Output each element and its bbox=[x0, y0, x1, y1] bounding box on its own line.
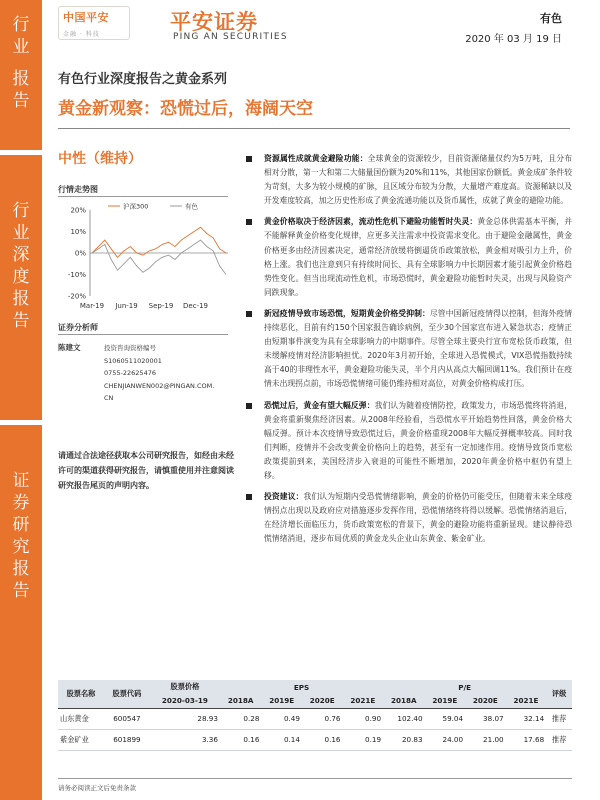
y-tick-label: -10% bbox=[67, 271, 86, 279]
col-year: 2020E bbox=[309, 696, 335, 706]
bullet-heading: 投资建议： bbox=[264, 492, 304, 502]
cell-rating: 推荐 bbox=[546, 708, 572, 729]
cell-pe: 32.14 bbox=[506, 708, 547, 729]
bullet-heading: 新冠疫情导致市场恐慌，短期黄金价格受抑制： bbox=[264, 308, 430, 318]
cell-pe: 20.83 bbox=[383, 729, 424, 750]
legend-label-hs300: 沪深300 bbox=[123, 202, 149, 211]
cell-name: 山东黄金 bbox=[58, 708, 104, 729]
col-eps: EPS bbox=[293, 682, 310, 692]
col-year: 2019E bbox=[432, 696, 458, 706]
bullet-heading: 资源属性成就黄金避险功能： bbox=[264, 154, 368, 163]
cell-rating: 推荐 bbox=[546, 729, 572, 750]
col-year: 2021E bbox=[513, 696, 539, 706]
sidebar-label-industry-report: 行 业 报 告 bbox=[12, 15, 30, 111]
cell-pe: 24.00 bbox=[425, 729, 466, 750]
analyst-qualification: 投资咨询资格编号 bbox=[104, 344, 156, 352]
cell-code: 601899 bbox=[104, 729, 150, 750]
bullet-square-icon bbox=[246, 494, 252, 500]
bullet-body: 黄金总体供需基本平衡，并不能解释黄金价格变化规律，应更多关注需求中投资需求变化。由于避险金融属性，黄金价格更多由经济因素决定，通常经济放缓将倒逼货币政策放松，黄金相对吸引力上升，价格上涨。我们也注意到只有持续时间长、具有全球影响力中长期因素才能引起黄金价格趋势性变化。但当出现流动性危机，市场恐慌时，黄金避险功能暂时失灵，出现与风险资产同跌现象。 bbox=[264, 217, 573, 297]
cell-eps: 0.76 bbox=[302, 708, 343, 729]
rating-badge: 中性（维持） bbox=[58, 151, 142, 167]
sidebar-separator bbox=[0, 420, 42, 425]
bullet-heading: 黄金价格取决于经济因素，流动性危机下避险功能暂时失灵： bbox=[264, 217, 478, 227]
brand-name-en: PING AN SECURITIES bbox=[173, 32, 288, 42]
report-date: 2020 年 03 月 19 日 bbox=[465, 34, 562, 45]
sidebar-label-deep-report: 行 业 深 度 报 告 bbox=[12, 201, 30, 331]
cell-pe: 102.40 bbox=[383, 708, 424, 729]
sidebar-label-securities-research: 证 券 研 究 报 告 bbox=[12, 471, 30, 601]
series-line-metals bbox=[92, 240, 226, 274]
bullet-item bbox=[246, 490, 572, 546]
legend-label-metals: 有色 bbox=[185, 202, 198, 211]
y-tick-label: 20% bbox=[70, 206, 86, 215]
col-year: 2018A bbox=[227, 696, 254, 706]
analyst-email: CHENJIANWEN002@PINGAN.COM. bbox=[104, 381, 215, 390]
analyst-license-no: S1060511020001 bbox=[104, 356, 162, 365]
y-tick-label: 0% bbox=[74, 249, 86, 258]
cell-name: 紫金矿业 bbox=[58, 729, 104, 750]
col-price-date: 2020-03-19 bbox=[161, 696, 208, 706]
footer-divider bbox=[58, 778, 572, 779]
x-tick-label: Jun-19 bbox=[115, 302, 138, 310]
cell-pe: 17.68 bbox=[506, 729, 547, 750]
bullet-item bbox=[246, 215, 572, 300]
bullet-square-icon bbox=[246, 156, 252, 162]
bullet-heading: 恐慌过后，黄金有望大幅反弹： bbox=[264, 400, 375, 410]
cell-pe: 38.07 bbox=[465, 708, 506, 729]
cell-price: 3.36 bbox=[150, 729, 220, 750]
bullet-body: 我们认为随着疫情防控，政策发力，市场恐慌终将消退，黄金将重新聚焦经济因素。从2008年经验看，当恐慌水平开始趋势性回落，黄金价格大幅反弹。预计本次疫情导致恐慌过后，黄金价格重现2008年大幅反弹概率较高。同时我们判断，疫情并不会改变黄金价格向上的趋势，甚至有一定加速作用。疫情导致货币宽松政策提前到来，美国经济步入衰退的可能性不断增加，2020年黄金价格中枢仍有望上移。 bbox=[264, 400, 573, 480]
cell-eps: 0.19 bbox=[343, 729, 384, 750]
trend-chart bbox=[58, 198, 233, 316]
bullet-item bbox=[246, 307, 572, 392]
bullet-body: 尽管中国新冠疫情得以控制，但海外疫情持续恶化，目前有约150个国家报告确诊病例，至少30个国家宣布进入紧急状态；疫情正由短期事件演变为具有全球影响力的中期事件。尽管全球主要央行宣布宽松货币政策，但未缓解疫情对经济影响担忧。2020年3月初开始，全球进入恐慌模式，VIX恐慌指数持续高于40的非理性水平，黄金避险功能失灵，半个月内从高点大幅回调11%。我们预计在疫情未出现拐点前，市场恐慌情绪可能仍维持相对高位，对黄金价格构成打压。 bbox=[264, 308, 573, 389]
y-tick-label: 10% bbox=[70, 228, 86, 236]
analyst-details bbox=[104, 342, 214, 405]
col-stock-price: 股票价格 bbox=[170, 682, 200, 691]
analyst-name: 陈建文 bbox=[58, 343, 81, 352]
col-stock-name: 股票名称 bbox=[66, 688, 96, 698]
brand-name: 平安证券 bbox=[170, 10, 258, 34]
col-year: 2020E bbox=[472, 696, 498, 706]
y-tick-label: -20% bbox=[67, 292, 86, 301]
left-band bbox=[0, 0, 42, 800]
bullet-square-icon bbox=[246, 403, 252, 409]
cell-pe: 21.00 bbox=[465, 729, 506, 750]
title-divider bbox=[58, 128, 570, 129]
page-title: 黄金新观察：恐慌过后，海阔天空 bbox=[58, 99, 313, 119]
analyst-section-label: 证券分析师 bbox=[58, 323, 98, 332]
analyst-divider bbox=[58, 334, 228, 335]
col-year: 2021E bbox=[350, 696, 376, 706]
ping-an-logo bbox=[58, 6, 130, 40]
table-row bbox=[58, 729, 572, 750]
cell-pe: 59.04 bbox=[425, 708, 466, 729]
series-title: 有色行业深度报告之黄金系列 bbox=[58, 72, 228, 87]
trend-chart-label: 行情走势图 bbox=[58, 185, 98, 194]
logo-subtext: 金融 · 科技 bbox=[63, 31, 100, 38]
disclaimer-text: 请通过合法途径获取本公司研究报告，如经由未经许可的渠道获得研究报告，请慎重使用并注意阅读研究报告尾页的声明内容。 bbox=[58, 451, 234, 490]
bullet-square-icon bbox=[246, 311, 252, 317]
cell-eps: 0.28 bbox=[220, 708, 261, 729]
cell-code: 600547 bbox=[104, 708, 150, 729]
x-tick-label: Dec-19 bbox=[183, 302, 208, 310]
bullet-square-icon bbox=[246, 219, 252, 225]
bullet-body: 全球黄金的资源较少，目前资源储量仅约为5万吨，且分布相对分散，第一大和第二大储量国份额为20%和11%，其他国家份额低。黄金成矿条件较为苛刻，大多为较小规模的矿脉，且区域分布较为分散，大量增产难度高。资源稀缺以及开发难度较高，加之历史性形成了黄金流通功能以及货币属性，成就了黄金的避险功能。 bbox=[264, 154, 572, 206]
col-rating: 评级 bbox=[551, 688, 567, 698]
sidebar-separator bbox=[0, 150, 42, 155]
cell-eps: 0.14 bbox=[261, 729, 302, 750]
cell-eps: 0.90 bbox=[343, 708, 384, 729]
cell-eps: 0.49 bbox=[261, 708, 302, 729]
table-row bbox=[58, 708, 572, 729]
cell-eps: 0.16 bbox=[302, 729, 343, 750]
cell-eps: 0.16 bbox=[220, 729, 261, 750]
logo-text: 中国平安 bbox=[63, 11, 109, 24]
analyst-email-tail: CN bbox=[104, 394, 114, 402]
bullet-body: 我们认为短期内受恐慌情绪影响，黄金的价格仍可能受压，但随着未来全球疫情拐点出现以及政府应对措施逐步发挥作用，恐慌情绪终将得以缓解。恐慌情绪消退后，在经济增长面临压力，货币政策宽松的背景下，黄金的避险功能将重新显现。建议静待恐慌情绪消退，逐步布局优质的黄金龙头企业山东黄金、紫金矿业。 bbox=[264, 492, 572, 544]
analyst-phone: 0755-22625476 bbox=[104, 369, 156, 377]
trend-chart-divider bbox=[58, 196, 228, 197]
x-tick-label: Sep-19 bbox=[148, 302, 174, 310]
cell-price: 28.93 bbox=[150, 708, 220, 729]
footer-note: 请务必阅读正文后免责条款 bbox=[58, 784, 136, 792]
sector-label: 有色 bbox=[540, 12, 562, 25]
x-tick-label: Mar-19 bbox=[79, 302, 105, 310]
valuation-table bbox=[58, 680, 572, 751]
summary-bullets bbox=[246, 152, 572, 546]
col-year: 2019E bbox=[269, 696, 295, 706]
col-pe: P/E bbox=[458, 682, 472, 692]
col-year: 2018A bbox=[391, 696, 417, 706]
bullet-item bbox=[246, 152, 572, 208]
bullet-item bbox=[246, 399, 572, 484]
col-stock-code: 股票代码 bbox=[112, 688, 142, 698]
